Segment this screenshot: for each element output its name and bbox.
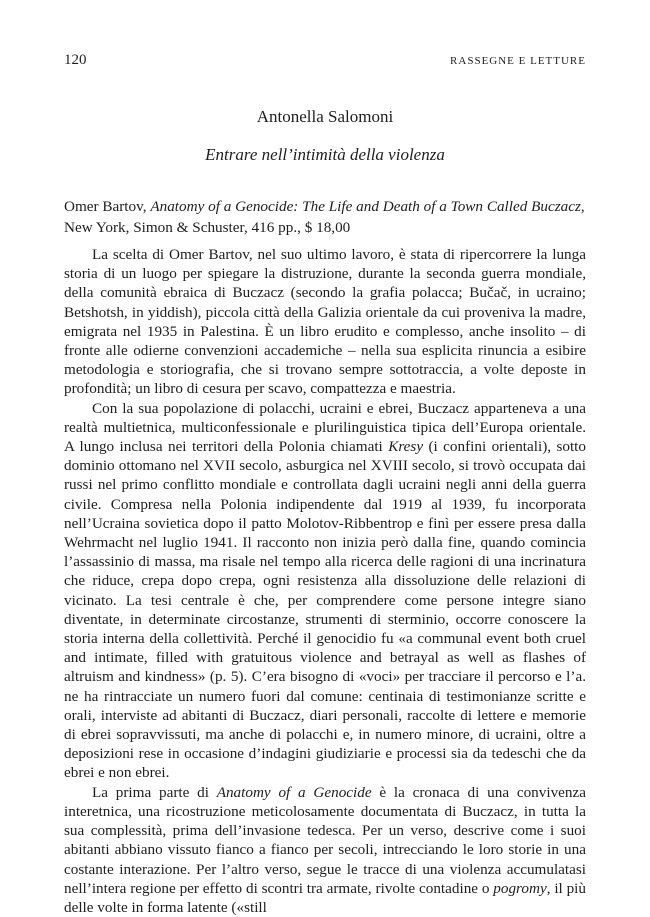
paragraph-1: La scelta di Omer Bartov, nel suo ultimo lavoro, è stata di ripercorrere la lunga storia di un luogo per spiegare la distruzione, durante la seconda guerra mondiale, della comunità ebraica di Buczacz (secondo la grafia polacca; Bučač, in ucraino; Betshotsh, in yiddish), piccola città della Galizia orientale da cui proveniva la madre, emigrata nel 1935 in Palestina. È un libro erudito e complesso, anche insolito – di fronte alle odierne convenzioni accademiche – nella sua esplicita rinuncia a esibire metodologia e storiografia, che si trovano sempre sottotraccia, a volte deposte in profondità; un libro di cesura per scavo, compattezza e maestria. (64, 246, 586, 398)
paragraph-2 (64, 399, 586, 783)
paragraph-3-book-title: Anatomy of a Genocide (216, 783, 372, 801)
paragraph-3-text-c: , il più delle volte in forma latente («still (64, 879, 586, 916)
body-text (64, 245, 586, 917)
paragraph-3-pogromy: pogromy (493, 879, 547, 897)
author-name: Antonella Salomoni (256, 107, 394, 126)
paragraph-3-text-b: è la cronaca di una convivenza interetnica, una ricostruzione meticolosamente documentata di Buczacz, in tutta la sua complessità, prima dell’invasione tedesca. Per un verso, descrive come i suoi abitanti abbiano vissuto fianco a fianco per secoli, intrecciando le loro storie in una costante interazione. Per l’altro verso, segue le tracce di una violenza accumulatasi nell’intera regione per effetto di scontri tra armate, rivolte contadine o (64, 783, 586, 897)
paragraph-3 (64, 783, 586, 917)
book-reference (64, 196, 586, 238)
reference-author: Omer Bartov, (64, 198, 151, 215)
paragraph-2-kresy: Kresy (388, 438, 424, 456)
reference-publication: , New York, Simon & Schuster, 416 pp., $ 18,00 (64, 198, 585, 236)
reference-book-title: Anatomy of a Genocide: The Life and Death of a Town Called Buczacz (150, 198, 581, 215)
paragraph-2-text-b: (i confini orientali), sotto dominio ottomano nel XVII secolo, asburgica nel XVIII secolo, si trovò occupata dai russi nel primo conflitto mondiale e controllata dagli ucraini negli anni della guerra civile. Compresa nella Polonia indipendente dal 1919 al 1939, fu incorporata nell’Ucraina sovietica dopo il patto Molotov-Ribbentrop e finì per essere presa dalla Wehrmacht nel luglio 1941. Il racconto non inizia però dalla fine, quando comincia l’assassinio di massa, ma risale nel tempo alla ricerca delle ragioni di una incrinatura che riduce, crepa dopo crepa, ogni resistenza alla dissoluzione delle relazioni di vicinato. La tesi centrale è che, per comprendere come persone integre siano diventate, in determinate circostanze, strumenti di sterminio, occorre conoscere la storia interna della collettività. Perché il genocidio fu «a communal event both cruel and intimate, filled with gratuitous violence and betrayal as well as flashes of altruism and kindness» (p. 5). C’era bisogno di «voci» per tracciare il percorso e l’a. ne ha rintracciate un numero fuori dal comune: centinaia di testimonianze scritte e orali, interviste ad abitanti di Buczacz, diari personali, raccolte di lettere e memorie di ebrei sopravvissuti, ma anche di polacchi e, in numero minore, di ucraini, oltre a deposizioni rese in occasione d’indagini giudiziarie e processi sia da tedeschi che da ebrei e non ebrei. (64, 438, 586, 782)
article-title: Entrare nell’intimità della violenza (205, 145, 445, 164)
paragraph-3-text-a: La prima parte di (92, 783, 217, 801)
running-head: RASSEGNE E LETTURE (450, 55, 586, 67)
page-number: 120 (64, 52, 87, 68)
paragraph-2-text-a: Con la sua popolazione di polacchi, ucraini e ebrei, Buczacz apparteneva a una realtà multietnica, multiconfessionale e plurilinguistica tipica dell’Europa orientale. A lungo inclusa nei territori della Polonia chiamati (64, 399, 586, 456)
